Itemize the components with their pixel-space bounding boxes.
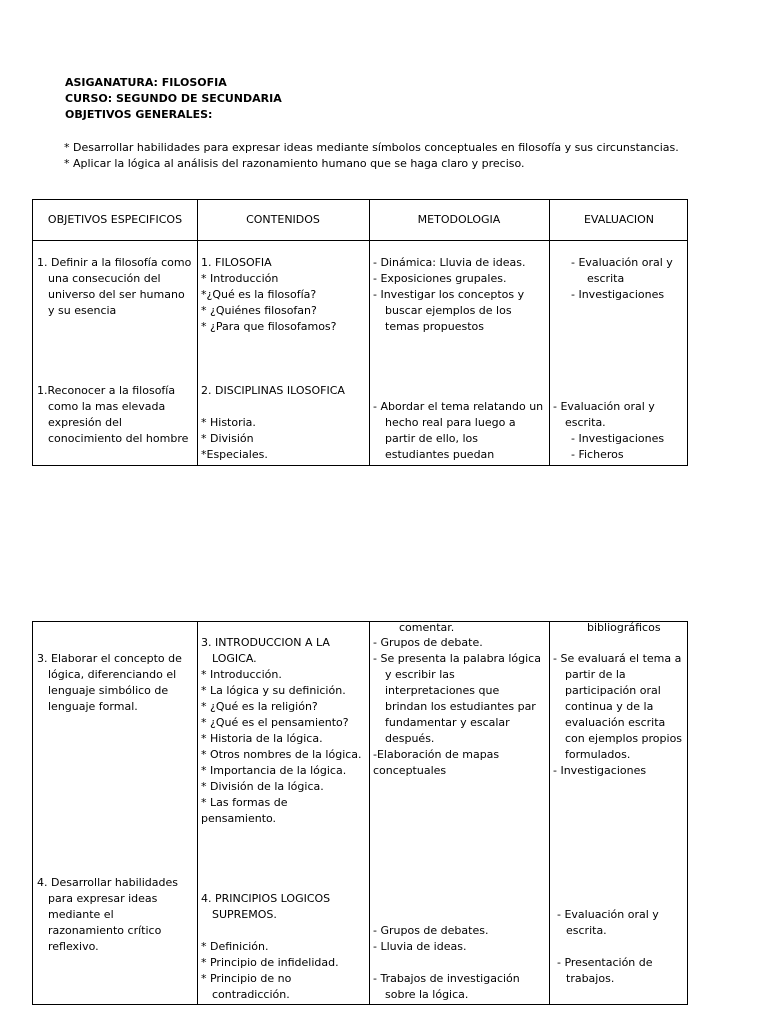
text-line: escrita (587, 272, 625, 285)
text-line: 1. FILOSOFIA (201, 256, 272, 269)
text-line: * División (201, 432, 254, 445)
text-line: y escribir las (385, 668, 455, 681)
text-line: * División de la lógica. (201, 780, 324, 793)
text-line: * Importancia de la lógica. (201, 764, 347, 777)
text-line: 3. Elaborar el concepto de (37, 652, 182, 665)
text-line: como la mas elevada (48, 400, 166, 413)
text-line: SUPREMOS. (212, 908, 277, 921)
text-line: * ¿Quiénes filosofan? (201, 304, 317, 317)
column-header-objetivos: OBJETIVOS ESPECIFICOS (47, 213, 183, 226)
row4-evaluation-cell (557, 907, 659, 987)
row2-methodology-cell (373, 399, 543, 463)
text-line: brindan los estudiantes par (385, 700, 536, 713)
text-line: evaluación escrita (565, 716, 666, 729)
text-line: - Dinámica: Lluvia de ideas. (373, 256, 526, 269)
text-line: * Definición. (201, 940, 269, 953)
subject-line: ASIGANATURA: FILOSOFIA (65, 76, 227, 89)
text-line: después. (385, 732, 435, 745)
row2-objectives-cell (37, 383, 188, 447)
general-objective-1: * Desarrollar habilidades para expresar ideas mediante símbolos conceptuales en filosofía y sus circunstancias. (64, 141, 679, 154)
text-line: 4. PRINCIPIOS LOGICOS (201, 892, 331, 905)
row3-contents-cell (201, 635, 362, 827)
spacer (557, 939, 659, 955)
text-line: trabajos. (566, 972, 615, 985)
text-line: formulados. (565, 748, 631, 761)
row2-evaluation-cell (553, 399, 664, 463)
text-line: -Elaboración de mapas (373, 748, 500, 761)
text-line: * Introducción. (201, 668, 282, 681)
column-header-evaluacion: EVALUACION (583, 213, 655, 226)
text-line: una consecución del (48, 272, 161, 285)
text-line: contradicción. (212, 988, 290, 1001)
row3-methodology-cell (373, 635, 541, 779)
text-line: - Trabajos de investigación (373, 972, 520, 985)
column-divider (197, 622, 198, 1004)
row1-objectives-cell (37, 255, 191, 319)
text-line: - Se evaluará el tema a (553, 652, 682, 665)
text-line: para expresar ideas (48, 892, 158, 905)
text-line: - Se presenta la palabra lógica (373, 652, 541, 665)
text-line: hecho real para luego a (385, 416, 516, 429)
column-divider (197, 200, 198, 465)
text-line: estudiantes puedan (385, 448, 495, 461)
spacer (373, 955, 520, 971)
row1-contents-cell (201, 255, 337, 335)
text-line: * ¿Para que filosofamos? (201, 320, 337, 333)
text-line: * Principio de no (201, 972, 292, 985)
text-line: buscar ejemplos de los (385, 304, 512, 317)
text-line: expresión del (48, 416, 122, 429)
text-line: - Grupos de debates. (373, 924, 489, 937)
text-line: * Historia. (201, 416, 256, 429)
text-line: * Principio de infidelidad. (201, 956, 339, 969)
text-line: * Otros nombres de la lógica. (201, 748, 362, 761)
row4-contents-cell (201, 891, 339, 1003)
text-line: continua y de la (565, 700, 654, 713)
text-line: reflexivo. (48, 940, 99, 953)
methodology-carryover: comentar. (399, 621, 455, 634)
text-line: 4. Desarrollar habilidades (37, 876, 178, 889)
text-line: * Las formas de (201, 796, 288, 809)
text-line: lenguaje formal. (48, 700, 138, 713)
text-line: sobre la lógica. (385, 988, 469, 1001)
text-line: - Abordar el tema relatando un (373, 400, 544, 413)
column-divider (549, 200, 550, 465)
text-line: * ¿Qué es el pensamiento? (201, 716, 349, 729)
text-line: - Presentación de (557, 956, 653, 969)
text-line: - Exposiciones grupales. (373, 272, 507, 285)
text-line: * Introducción (201, 272, 279, 285)
row4-objectives-cell (37, 875, 178, 955)
text-line: 1. Definir a la filosofía como (37, 256, 192, 269)
text-line: *Especiales. (201, 448, 268, 461)
text-line: participación oral (565, 684, 661, 697)
evaluation-carryover: bibliográficos (587, 621, 661, 634)
text-line: lógica, diferenciando el (48, 668, 177, 681)
syllabus-table-part-2 (32, 621, 688, 1005)
text-line: - Ficheros (571, 448, 624, 461)
column-header-metodologia: METODOLOGIA (417, 213, 501, 226)
text-line: - Evaluación oral y (557, 908, 659, 921)
column-divider (549, 622, 550, 1004)
text-line: - Grupos de debate. (373, 636, 483, 649)
spacer (201, 399, 345, 415)
text-line: 1.Reconocer a la filosofía (37, 384, 176, 397)
row2-contents-cell (201, 383, 345, 463)
text-line: - Lluvia de ideas. (373, 940, 467, 953)
general-objectives-title: OBJETIVOS GENERALES: (65, 108, 213, 121)
text-line: *¿Qué es la filosofía? (201, 288, 317, 301)
text-line: razonamiento crítico (48, 924, 162, 937)
text-line: y su esencia (48, 304, 117, 317)
text-line: - Evaluación oral y (571, 256, 673, 269)
text-line: lenguaje simbólico de (48, 684, 169, 697)
column-header-contenidos: CONTENIDOS (246, 213, 320, 226)
text-line: partir de la (565, 668, 626, 681)
text-line: universo del ser humano (48, 288, 185, 301)
spacer (201, 923, 339, 939)
text-line: * Historia de la lógica. (201, 732, 323, 745)
text-line: conceptuales (373, 764, 447, 777)
text-line: con ejemplos propios (565, 732, 683, 745)
text-line: 2. DISCIPLINAS ILOSOFICA (201, 384, 345, 397)
row1-evaluation-cell (571, 255, 673, 303)
column-divider (369, 622, 370, 1004)
text-line: fundamentar y escalar (385, 716, 510, 729)
row1-methodology-cell (373, 255, 525, 335)
row3-objectives-cell (37, 651, 182, 715)
course-line: CURSO: SEGUNDO DE SECUNDARIA (65, 92, 282, 105)
text-line: pensamiento. (201, 812, 277, 825)
text-line: partir de ello, los (385, 432, 479, 445)
text-line: interpretaciones que (385, 684, 500, 697)
text-line: 3. INTRODUCCION A LA (201, 636, 330, 649)
syllabus-table-part-1 (32, 199, 688, 466)
text-line: - Investigar los conceptos y (373, 288, 525, 301)
column-divider (369, 200, 370, 465)
text-line: - Investigaciones (571, 432, 665, 445)
row4-methodology-cell (373, 923, 520, 1003)
text-line: escrita. (566, 924, 607, 937)
text-line: conocimiento del hombre (48, 432, 189, 445)
row3-evaluation-cell (553, 651, 682, 779)
text-line: - Evaluación oral y (553, 400, 655, 413)
text-line: * ¿Qué es la religión? (201, 700, 318, 713)
general-objective-2: * Aplicar la lógica al análisis del razonamiento humano que se haga claro y preciso. (64, 157, 525, 170)
text-line: - Investigaciones (553, 764, 647, 777)
text-line: temas propuestos (385, 320, 484, 333)
text-line: escrita. (565, 416, 606, 429)
text-line: LOGICA. (212, 652, 257, 665)
text-line: - Investigaciones (571, 288, 665, 301)
text-line: mediante el (48, 908, 114, 921)
text-line: * La lógica y su definición. (201, 684, 346, 697)
